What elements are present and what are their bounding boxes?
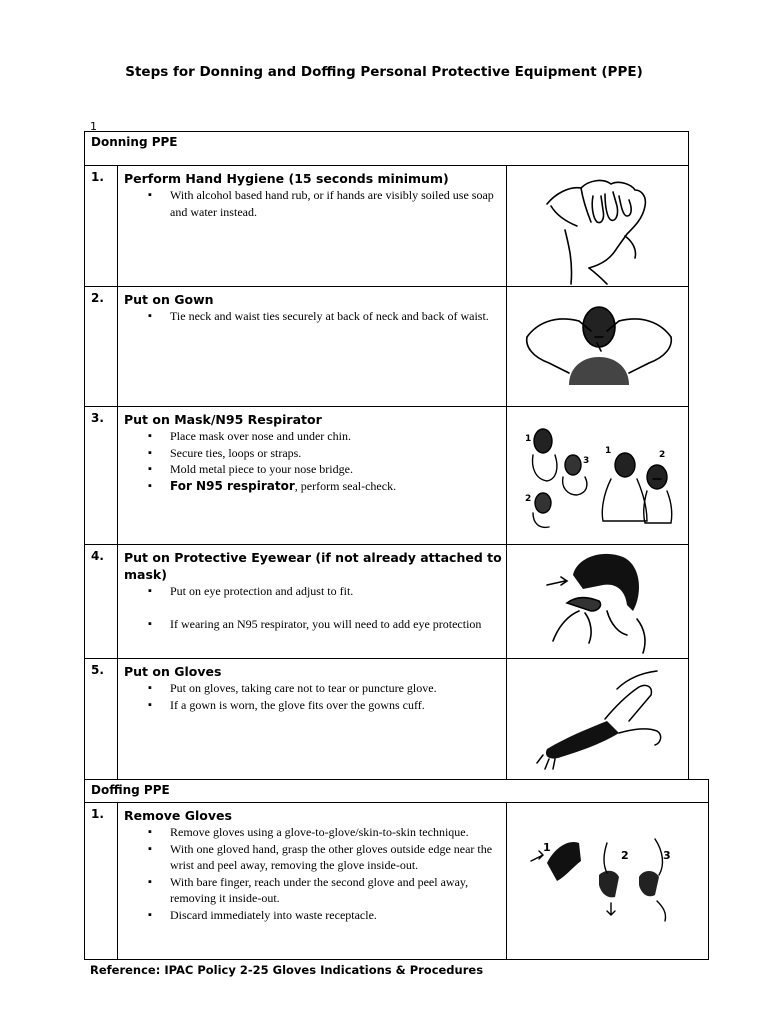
glove-icon: [507, 659, 689, 777]
donning-table: [84, 131, 689, 780]
bullet-rest: , perform seal-check.: [294, 478, 397, 493]
donning-step-1: [85, 166, 689, 287]
step-bullet: ▪ Put on eye protection and adjust to fit.: [148, 583, 502, 600]
step-bullet: ▪ With alcohol based hand rub, or if hands are visibly soiled use soap and water instead.: [148, 187, 502, 220]
step-number: 1.: [85, 166, 118, 287]
illustration-label: 2: [621, 849, 629, 862]
step-bullet: [148, 478, 502, 495]
bold-lead: For N95 respirator: [170, 478, 295, 493]
donning-step-2: [85, 287, 689, 407]
step-title: Put on Gown: [124, 292, 214, 307]
gown-tie-icon: [507, 287, 689, 405]
doffing-step-1: [85, 803, 709, 960]
step-title: Remove Gloves: [124, 808, 232, 823]
eyewear-illustration: [507, 545, 689, 659]
step-bullet: ▪ Remove gloves using a glove-to-glove/skin-to-skin technique.: [148, 824, 502, 841]
step-title: Put on Gloves: [124, 664, 222, 679]
step-bullet: ▪ Discard immediately into waste receptacle.: [148, 907, 502, 924]
svg-text:2: 2: [659, 450, 666, 460]
step-bullet: ▪ Put on gloves, taking care not to tear or puncture glove.: [148, 680, 502, 697]
step-title: Put on Protective Eyewear (if not already attached to mask): [124, 550, 502, 582]
step-number: 3.: [85, 407, 118, 545]
svg-text:2: 2: [525, 494, 532, 504]
donning-step-5: [85, 659, 689, 780]
donning-heading: Donning PPE: [85, 132, 689, 166]
gown-ties-illustration: [507, 287, 689, 407]
svg-text:1: 1: [525, 434, 532, 444]
hand-hygiene-illustration: [507, 166, 689, 287]
step-bullet: ▪ Tie neck and waist ties securely at back of neck and back of waist.: [148, 308, 502, 325]
step-bullet: ▪ If a gown is worn, the glove fits over the gowns cuff.: [148, 697, 502, 714]
doffing-heading: Doffing PPE: [85, 780, 709, 803]
gloves-on-illustration: [507, 659, 689, 780]
document-title: Steps for Donning and Doffing Personal Protective Equipment (PPE): [125, 64, 643, 80]
reference-note: Reference: IPAC Policy 2-25 Gloves Indications & Procedures: [90, 963, 484, 977]
mask-on-icon: [507, 407, 689, 543]
glove-removal-illustration: [507, 803, 709, 960]
mask-respirator-illustration: [507, 407, 689, 545]
doffing-table: [84, 779, 709, 960]
donning-step-3: [85, 407, 689, 545]
step-title: Put on Mask/N95 Respirator: [124, 412, 322, 427]
step-number: 2.: [85, 287, 118, 407]
svg-text:1: 1: [605, 446, 612, 456]
step-bullet: ▪ With one gloved hand, grasp the other gloves outside edge near the wrist and peel away, removing the glove inside-out.: [148, 841, 502, 874]
svg-text:3: 3: [583, 456, 590, 466]
eyewear-icon: [507, 545, 689, 657]
step-bullet: ▪ Secure ties, loops or straps.: [148, 445, 502, 462]
step-number: 5.: [85, 659, 118, 780]
step-number: 1.: [85, 803, 118, 960]
stray-footnote-mark: 1: [90, 120, 97, 133]
donning-step-4: [85, 545, 689, 659]
illustration-label: 1: [543, 841, 551, 854]
hand-rub-icon: [507, 166, 689, 286]
step-title: Perform Hand Hygiene (15 seconds minimum): [124, 171, 449, 186]
step-bullet: ▪ If wearing an N95 respirator, you will need to add eye protection: [148, 616, 502, 633]
step-bullet: ▪ Place mask over nose and under chin.: [148, 428, 502, 445]
glove-removal-icon: [507, 803, 707, 958]
step-number: 4.: [85, 545, 118, 659]
step-bullet: ▪ Mold metal piece to your nose bridge.: [148, 461, 502, 478]
step-bullet: ▪ With bare finger, reach under the second glove and peel away, removing it inside-out.: [148, 874, 502, 907]
illustration-label: 3: [663, 849, 671, 862]
